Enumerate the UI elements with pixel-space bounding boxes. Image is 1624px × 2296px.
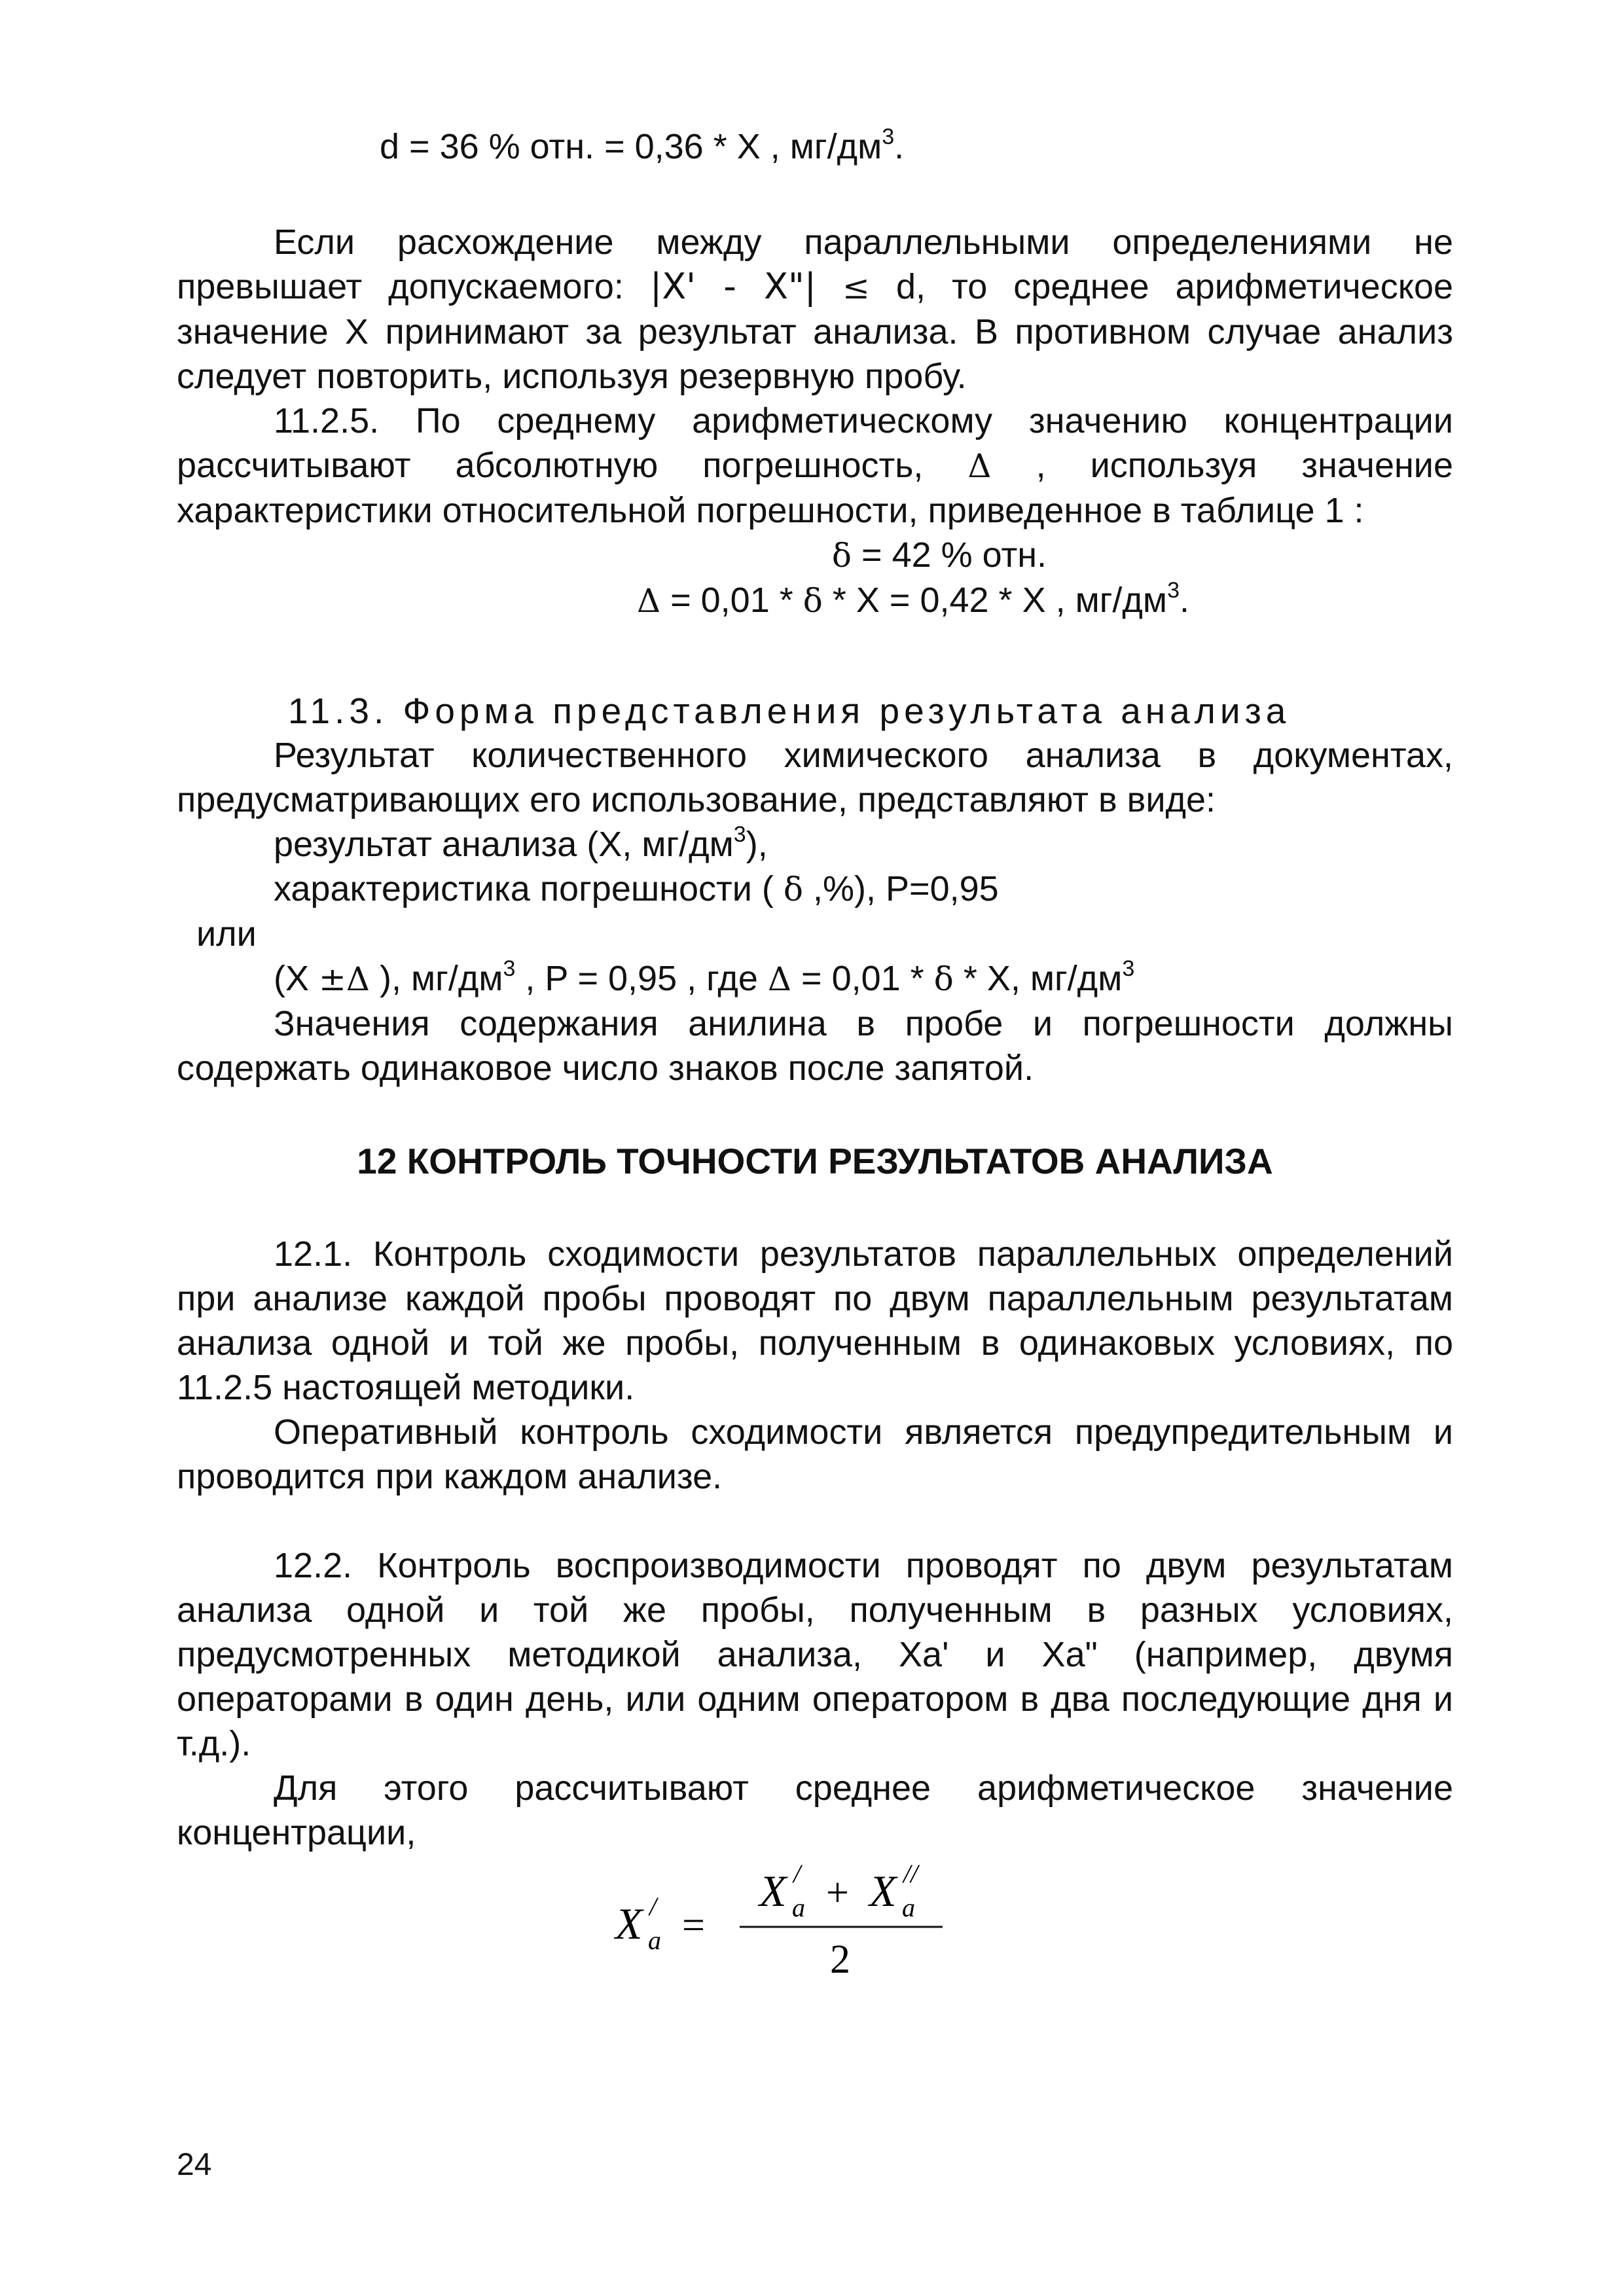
mean-formula — [177, 1861, 1453, 2005]
or-line: или — [196, 914, 257, 954]
mean-formula-svg — [609, 1861, 1080, 1992]
paragraph-parallel-discrepancy: Если расхождение между параллельными определениями не превышает допускаемого: |X' - X"| ≤ d, то среднее арифметическое значение X принимают за результат анализа. В противном случае анализ следует повторить, используя резервную пробу. — [177, 223, 1454, 396]
page-number: 24 — [177, 2147, 212, 2182]
formula-num-sub-a2: a — [902, 1893, 915, 1922]
formula-denominator: 2 — [830, 1937, 850, 1982]
formula-num-sub-a1: a — [792, 1893, 805, 1922]
document-page — [177, 124, 1453, 2005]
relative-error-formula: δ = 42 % отн. — [831, 535, 1047, 575]
formula-lhs-prime: / — [649, 1892, 657, 1921]
formula-plus: + — [826, 1871, 849, 1915]
paragraph-11-2-5: 11.2.5. По среднему арифметическому значению концентрации рассчитывают абсолютную погрешность, Δ , используя значение характеристики относительной погрешности, приведенное в таблице 1 : — [177, 401, 1453, 530]
formula-num-dprime2: // — [903, 1861, 918, 1888]
section-heading-12: 12 КОНТРОЛЬ ТОЧНОСТИ РЕЗУЛЬТАТОВ АНАЛИЗА — [357, 1141, 1273, 1181]
formula-equals: = — [682, 1903, 705, 1948]
paragraph-12-2: 12.2. Контроль воспроизводимости проводят по двум результатам анализа одной и той же пробы, полученным в разных условиях, предусмотренных методикой анализа, Xa' и Xa" (например, двумя операторами в один день, или одним оператором в два последующие дня и т.д.). — [177, 1546, 1453, 1763]
paragraph-significant-digits: Значения содержания анилина в пробе и погрешности должны содержать одинаковое число знаков после запятой. — [177, 1004, 1453, 1088]
paragraph-operative-control: Оперативный контроль сходимости является предупредительным и проводится при каждом анализе. — [177, 1412, 1453, 1496]
result-line: результат анализа (X, $мг/дм^3$), — [274, 822, 768, 864]
formula-num-prime1: / — [793, 1861, 801, 1888]
paragraph-result-form: Результат количественного химического анализа в документах, предусматривающих его использование, представляют в виде: — [177, 736, 1453, 819]
paragraph-mean-value: Для этого рассчитывают среднее арифметическое значение концентрации, — [177, 1768, 1453, 1852]
d-formula-line: d = 36 % отн. = 0,36 * X , $мг/дм^3$. — [380, 124, 905, 166]
paragraph-12-1: 12.1. Контроль сходимости результатов параллельных определений при анализе каждой пробы проводят по двум параллельным результатам анализа одной и той же пробы, полученным в одинаковых условиях, по 11.2.5 настоящей методики. — [177, 1234, 1453, 1407]
formula-lhs-sub-a: a — [648, 1926, 661, 1955]
interval-formula-line: (X ±Δ ), $мг/дм^3$ , P = 0,95 , где Δ = 0,01 * δ * X, $мг/дм^3$ — [274, 956, 1135, 998]
formula-num-x2: X — [869, 1866, 897, 1916]
error-characteristic-line: характеристика погрешности ( δ ,%), P=0,95 — [274, 869, 999, 908]
absolute-error-formula: Δ = 0,01 * δ * X = 0,42 * X , $мг/дм^3$. — [636, 578, 1189, 620]
formula-lhs-x: X — [615, 1899, 643, 1948]
section-title-11-3: 11.3. Форма представления результата анализа — [288, 691, 1291, 731]
formula-num-x1: X — [759, 1866, 787, 1916]
